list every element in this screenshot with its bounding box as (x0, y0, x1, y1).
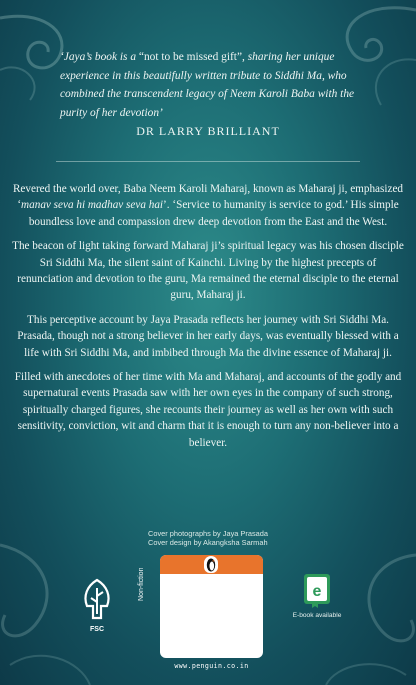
category-label: Non-fiction (138, 567, 145, 601)
penguin-logo-icon (204, 556, 218, 573)
barcode-box (160, 555, 263, 658)
blurb-run: manav seva hi madhav seva hai (21, 199, 164, 212)
blurb-text (12, 181, 404, 459)
fsc-tree-logo-icon (77, 578, 117, 624)
penguin-band (160, 555, 263, 574)
blurb-paragraph (12, 238, 404, 304)
design-credit: Cover design by Akangksha Sarmah (148, 538, 268, 548)
blurb-run: ’. ‘Service to humanity is service to god.’ His simple boundless love and compassion drew deep devotion from the East and the West. (28, 199, 399, 228)
publisher-url[interactable]: www.penguin.co.in (174, 662, 249, 670)
quote-segment: “not to be missed gift” (138, 51, 243, 63)
blurb-paragraph (12, 369, 404, 451)
quote-segment: , sharing her unique experience in this beautifully written tribute to Siddhi Ma, who combined the transcendent legacy of Neem Karoli Baba with the purity of her devotion’ (60, 51, 355, 119)
blurb-run: Revered the world over, Baba Neem Karoli Maharaj, known as Maharaj ji, emphasized ‘ (12, 183, 404, 212)
cover-credits (148, 529, 308, 547)
endorsement-quote (60, 48, 360, 122)
ebook-available-label: E-book available (292, 612, 342, 619)
quote-segment: ‘Jaya’s book is a (60, 51, 139, 63)
svg-text:e: e (312, 583, 322, 600)
photo-credit: Cover photographs by Jaya Prasada (148, 529, 268, 538)
endorsement-author: DR LARRY BRILLIANT (136, 124, 280, 138)
blurb-run: This perceptive account by Jaya Prasada reflects her journey with Sri Siddhi Ma. Prasada, though not a strong believer in her early days, was eventually blessed with a life with Sri Siddhi Ma, and imbibed through Ma the divine essence of Maharaj ji. (17, 313, 399, 359)
blurb-paragraph (12, 181, 404, 230)
divider-line (56, 161, 360, 162)
blurb-paragraph (12, 312, 404, 361)
bottom-left-swirl-ornament (0, 515, 140, 685)
fsc-label: FSC (90, 626, 104, 633)
blurb-run: The beacon of light taking forward Maharaj ji’s spiritual legacy was his chosen disciple Sri Siddhi Ma, the silent saint of Kainchi. Living by the highest precepts of renunciation and devotion to the guru, Ma remained the eternal disciple to the eternal guru, Maharaj ji. (12, 240, 404, 302)
blurb-run: Filled with anecdotes of her time with Ma and Maharaj, and accounts of the godly and supernatural events Prasada saw with her own eyes in the company of such strong, spiritually charged figures, she recounts their journey as well as her own with such sensitivity, conviction, wit and charm that it is enough to turn any non-believer into a believer. (14, 371, 402, 449)
ebook-icon (304, 574, 330, 608)
